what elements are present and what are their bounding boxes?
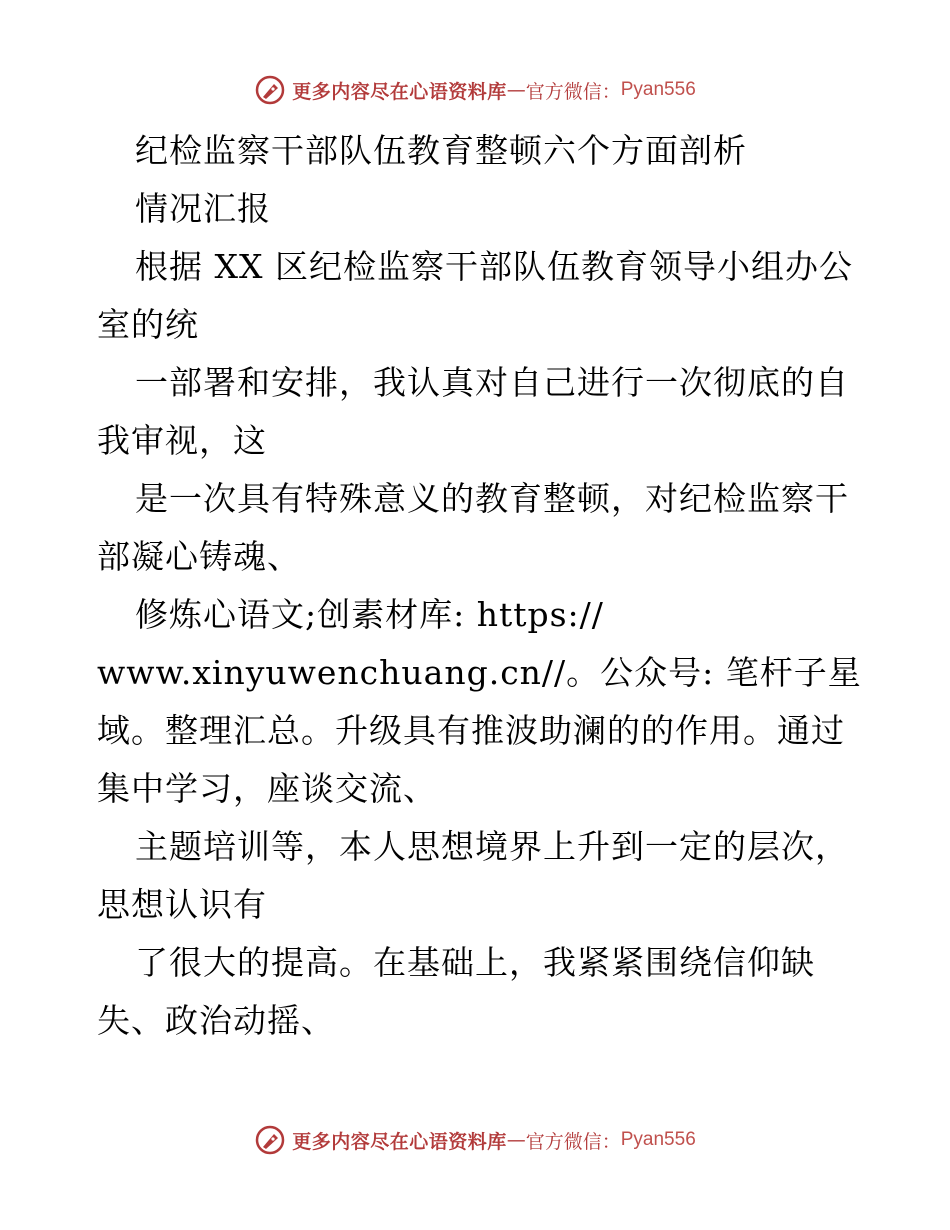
pen-nib-logo-icon	[254, 74, 286, 106]
text-line: 情况汇报	[135, 189, 271, 228]
text-line: 集中学习，座谈交流、	[97, 769, 437, 808]
text-line: 域。整理汇总。升级具有推波助澜的的作用。通过	[97, 711, 845, 750]
text-line: 一部署和安排，我认真对自己进行一次彻底的自	[135, 363, 849, 402]
text-line: 室的统	[97, 305, 199, 344]
watermark-wechat-id: Pyan556	[620, 1129, 696, 1150]
text-line: 失、政治动摇、	[97, 1001, 335, 1040]
text-line: 我审视，这	[97, 421, 267, 460]
watermark-wechat-id: Pyan556	[620, 79, 696, 100]
text-line: 主题培训等，本人思想境界上升到一定的层次，	[135, 827, 849, 866]
document-body	[97, 122, 862, 1050]
text-line: 是一次具有特殊意义的教育整顿，对纪检监察干	[135, 479, 849, 518]
watermark-dash: —	[506, 79, 526, 101]
watermark-label: 官方微信：	[525, 1130, 621, 1153]
pen-nib-logo-icon	[254, 1124, 286, 1156]
text-line: 纪检监察干部队伍教育整顿六个方面剖析	[135, 131, 747, 170]
watermark-brand: 更多内容尽在心语资料库	[292, 80, 507, 103]
text-line: www.xinyuwenchuang.cn//。公众号: 笔杆子星	[97, 653, 862, 692]
text-line: 部凝心铸魂、	[97, 537, 301, 576]
watermark-dash: —	[506, 1129, 526, 1151]
header-watermark	[0, 70, 950, 110]
watermark-label: 官方微信：	[525, 80, 621, 103]
text-line: 根据 XX 区纪检监察干部队伍教育领导小组办公	[135, 247, 853, 286]
text-line: 了很大的提高。在基础上，我紧紧围绕信仰缺	[135, 943, 815, 982]
text-line: 思想认识有	[97, 885, 267, 924]
footer-watermark	[0, 1120, 950, 1160]
text-line: 修炼心语文;创素材库: https://	[135, 595, 604, 634]
watermark-brand: 更多内容尽在心语资料库	[292, 1130, 507, 1153]
